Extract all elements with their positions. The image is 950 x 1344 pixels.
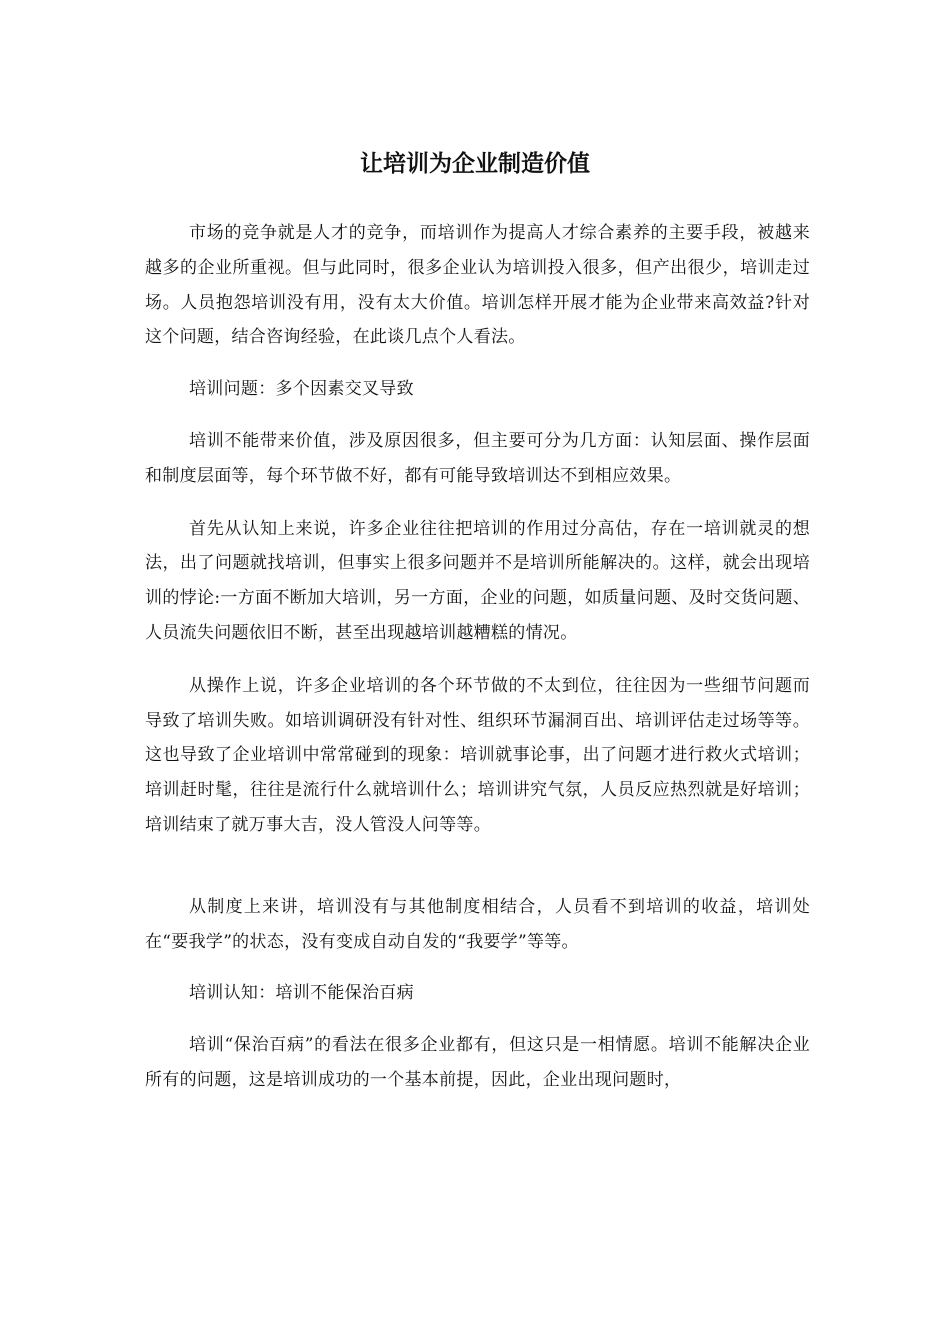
paragraph-cognition: 首先从认知上来说，许多企业往往把培训的作用过分高估，存在一培训就灵的想法，出了问题就找培训，但事实上很多问题并不是培训所能解决的。这样，就会出现培训的悖论:一方面不断加大培训，另一方面，企业的问题，如质量问题、及时交货问题、人员流失问题依旧不断，甚至出现越培训越糟糕的情况。 xyxy=(145,518,810,643)
document-body xyxy=(145,216,810,1098)
paragraph-causes: 培训不能带来价值，涉及原因很多，但主要可分为几方面：认知层面、操作层面和制度层面等，每个环节做不好，都有可能导致培训达不到相应效果。 xyxy=(145,430,810,486)
paragraph-intro: 市场的竞争就是人才的竞争，而培训作为提高人才综合素养的主要手段，被越来越多的企业所重视。但与此同时，很多企业认为培训投入很多，但产出很少，培训走过场。人员抱怨培训没有用，没有太大价值。培训怎样开展才能为企业带来高效益?针对这个问题，结合咨询经验，在此谈几点个人看法。 xyxy=(145,223,810,348)
section-heading-problems: 培训问题：多个因素交叉导致 xyxy=(189,379,414,400)
section-heading-cognition: 培训认知：培训不能保治百病 xyxy=(189,983,414,1004)
paragraph-system: 从制度上来讲，培训没有与其他制度相结合，人员看不到培训的收益，培训处在“要我学”的状态，没有变成自动自发的“我要学”等等。 xyxy=(145,896,810,952)
document-title: 让培训为企业制造价值 xyxy=(360,151,590,178)
paragraph-not-cure-all: 培训“保治百病”的看法在很多企业都有，但这只是一相情愿。培训不能解决企业所有的问题，这是培训成功的一个基本前提，因此，企业出现问题时， xyxy=(145,1035,810,1090)
paragraph-operation: 从操作上说，许多企业培训的各个环节做的不太到位，往往因为一些细节问题而导致了培训失败。如培训调研没有针对性、组织环节漏洞百出、培训评估走过场等等。这也导致了企业培训中常常碰到的现象：培训就事论事，出了问题才进行救火式培训；培训赶时髦，往往是流行什么就培训什么；培训讲究气氛，人员反应热烈就是好培训；培训结束了就万事大吉，没人管没人问等等。 xyxy=(145,675,810,835)
